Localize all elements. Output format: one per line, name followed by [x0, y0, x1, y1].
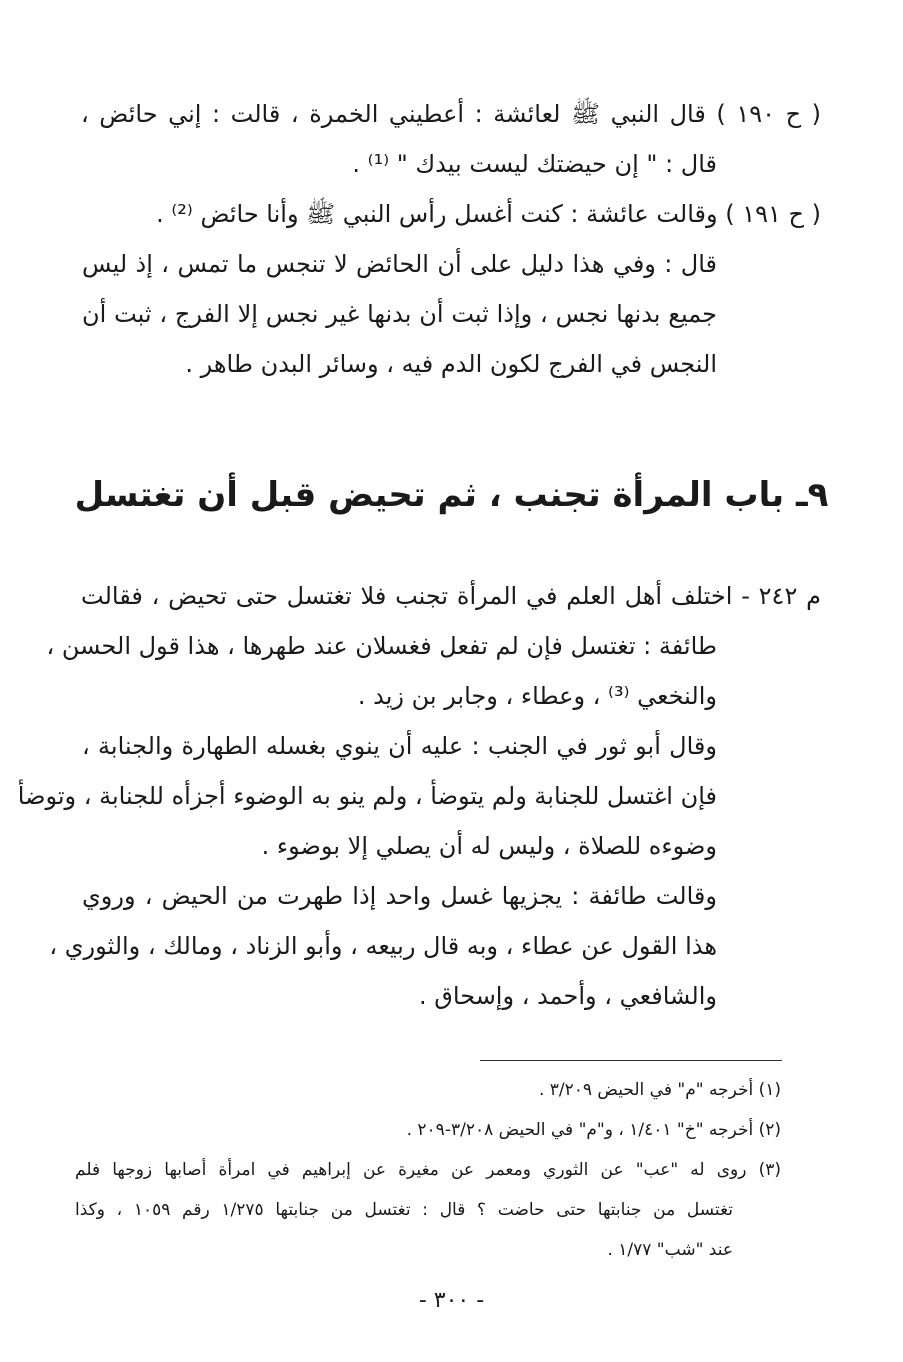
footnote-1: (١) أخرجه "م" في الحيض ٣/٢٠٩ .	[538, 1080, 781, 1100]
footnote-separator	[480, 1060, 782, 1061]
abuthawr-line-1: وقال أبو ثور في الجنب : عليه أن ينوي بغسله الطهارة والجنابة ،	[82, 732, 717, 760]
masala-242-line-3: والنخعي ⁽³⁾ ، وعطاء ، وجابر بن زيد .	[357, 682, 717, 710]
taifa-line-1: وقالت طائفة : يجزيها غسل واحد إذا طهرت من الحيض ، وروي	[82, 882, 717, 910]
hadith-190-line-1: ( ح ١٩٠ ) قال النبي ﷺ لعائشة : أعطيني الخمرة ، قالت : إني حائض ،	[81, 100, 821, 128]
footnote-2: (٢) أخرجه "خ" ١/٤٠١ ، و"م" في الحيض ٣/٢٠٨-٢٠٩ .	[406, 1120, 781, 1140]
page-number: - ٣٠٠ -	[418, 1288, 485, 1313]
footnote-3-line-2: تغتسل من جنابتها حتى حاضت ؟ قال : تغتسل من جنابتها ١/٢٧٥ رقم ١٠٥٩ ، وكذا	[75, 1200, 733, 1220]
taifa-line-2: هذا القول عن عطاء ، وبه قال ربيعه ، وأبو الزناد ، ومالك ، والثوري ،	[49, 932, 717, 960]
hadith-190-line-2: قال : " إن حيضتك ليست بيدك " ⁽¹⁾ .	[352, 150, 717, 178]
chapter-title: ٩ـ باب المرأة تجنب ، ثم تحيض قبل أن تغتسل	[74, 475, 829, 515]
taifa-line-3: والشافعي ، وأحمد ، وإسحاق .	[419, 982, 717, 1010]
hadith-191-line-1: ( ح ١٩١ ) وقالت عائشة : كنت أغسل رأس النبي ﷺ وأنا حائض ⁽²⁾ .	[156, 200, 821, 228]
commentary-line-1: قال : وفي هذا دليل على أن الحائض لا تنجس ما تمس ، إذ ليس	[82, 250, 717, 278]
commentary-line-3: النجس في الفرج لكون الدم فيه ، وسائر البدن طاهر .	[185, 350, 717, 378]
masala-242-line-1: م ٢٤٢ - اختلف أهل العلم في المرأة تجنب فلا تغتسل حتى تحيض ، فقالت	[81, 582, 821, 610]
abuthawr-line-2: فإن اغتسل للجنابة ولم يتوضأ ، ولم ينو به الوضوء أجزأه للجنابة ، وتوضأ	[17, 782, 717, 810]
abuthawr-line-3: وضوءه للصلاة ، وليس له أن يصلي إلا بوضوء .	[261, 832, 717, 860]
commentary-line-2: جميع بدنها نجس ، وإذا ثبت أن بدنها غير نجس إلا الفرج ، ثبت أن	[82, 300, 717, 328]
footnote-3-line-3: عند "شب" ١/٧٧ .	[607, 1240, 733, 1260]
masala-242-line-2: طائفة : تغتسل فإن لم تفعل فغسلان عند طهرها ، هذا قول الحسن ،	[46, 632, 717, 660]
footnote-3-line-1: (٣) روى له "عب" عن الثوري ومعمر عن مغيرة عن إبراهيم في امرأة أصابها زوجها فلم	[75, 1160, 781, 1180]
